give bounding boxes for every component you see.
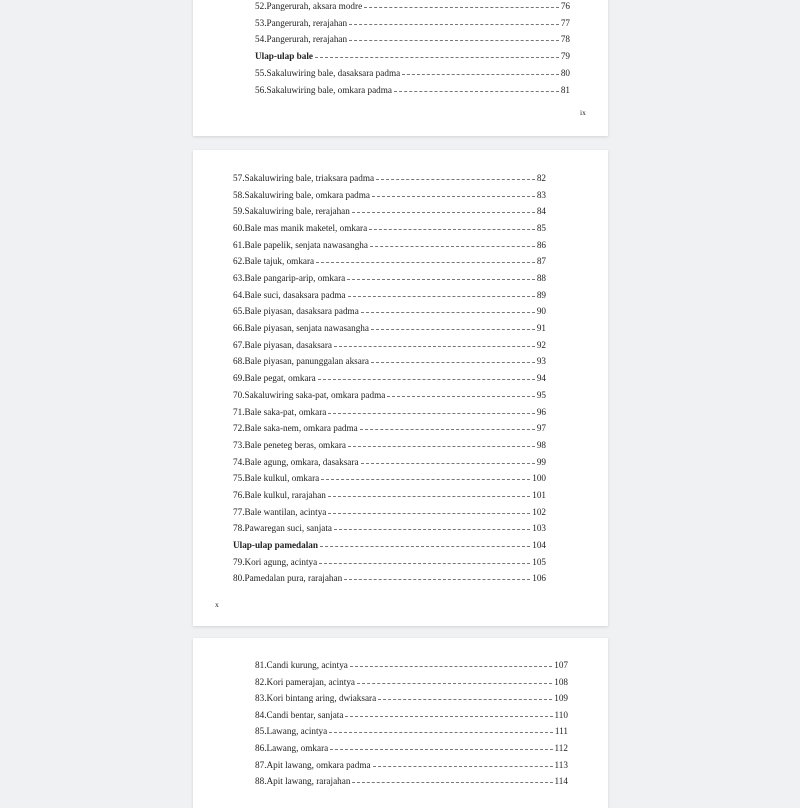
toc-entry-title: 62.Bale tajuk, omkara <box>233 256 315 267</box>
toc-dot-leader <box>360 429 535 430</box>
toc-section-heading: Ulap-ulap bale <box>255 51 313 62</box>
toc-dot-leader <box>347 279 535 280</box>
toc-dot-leader <box>350 666 552 667</box>
toc-entry <box>255 743 568 754</box>
toc-entry-page: 85 <box>536 223 546 234</box>
toc-entry <box>255 68 570 79</box>
toc-dot-leader <box>364 7 559 8</box>
toc-entry <box>233 390 546 401</box>
toc-entry-page: 105 <box>532 556 546 567</box>
toc-dot-leader <box>330 749 552 750</box>
toc-entry-title: 85.Lawang, acintya <box>255 726 328 737</box>
toc-entry-title: 66.Bale piyasan, senjata nawasangha <box>233 323 369 334</box>
toc-entry-title: 56.Sakaluwiring bale, omkara padma <box>255 84 393 95</box>
toc-entry-title: 80.Pamedalan pura, rarajahan <box>233 573 343 584</box>
toc-entry-page: 79 <box>560 51 570 62</box>
toc-dot-leader <box>357 683 552 684</box>
toc-entry <box>233 373 546 384</box>
toc-entry-page: 106 <box>532 573 546 584</box>
toc-entry-page: 98 <box>536 439 546 450</box>
toc-dot-leader <box>334 346 535 347</box>
toc-entry-title: 58.Sakaluwiring bale, omkara padma <box>233 189 371 200</box>
toc-entry <box>233 523 546 534</box>
toc-entry-title: 86.Lawang, omkara <box>255 743 329 753</box>
toc-entry <box>233 423 546 434</box>
toc-entry-title: 68.Bale piyasan, panunggalan aksara <box>233 356 369 367</box>
toc-dot-leader <box>321 479 530 480</box>
toc-entry-page: 96 <box>536 406 546 417</box>
toc-entry <box>233 323 546 334</box>
toc-entry <box>233 273 546 284</box>
toc-entry-title: 69.Bale pegat, omkara <box>233 373 316 384</box>
toc-entry-page: 77 <box>560 17 570 28</box>
toc-entry <box>255 693 568 704</box>
toc-entry-page: 101 <box>532 489 546 500</box>
toc-entry <box>233 490 546 501</box>
toc-entry-page: 80 <box>560 67 570 78</box>
toc-dot-leader <box>320 546 530 547</box>
toc-dot-leader <box>329 732 553 733</box>
toc-dot-leader <box>328 496 530 497</box>
toc-dot-leader <box>334 529 530 530</box>
toc-dot-leader <box>402 74 559 75</box>
toc-entry-title: 72.Bale saka-nem, omkara padma <box>233 423 358 434</box>
toc-dot-leader <box>361 463 535 464</box>
toc-entry <box>255 710 568 721</box>
toc-entry <box>255 660 568 671</box>
toc-dot-leader <box>394 91 559 92</box>
toc-entry-page: 87 <box>536 256 546 267</box>
toc-entry-title: 57.Sakaluwiring bale, triaksara padma <box>233 173 375 183</box>
toc-entry-page: 99 <box>536 456 546 467</box>
toc-entry-title: 78.Pawaregan suci, sanjata <box>233 523 332 534</box>
toc-entry <box>255 18 570 29</box>
toc-entry-title: 67.Bale piyasan, dasaksara <box>233 339 332 350</box>
toc-entry-page: 82 <box>536 173 546 183</box>
toc-dot-leader <box>378 699 552 700</box>
toc-dot-leader <box>370 246 535 247</box>
toc-entry-page: 113 <box>554 759 568 770</box>
toc-entry-page: 84 <box>536 206 546 217</box>
toc-entry <box>255 51 570 62</box>
toc-entry-page: 89 <box>536 289 546 300</box>
toc-entry-title: 77.Bale wantilan, acintya <box>233 506 327 517</box>
toc-entry <box>233 340 546 351</box>
toc-dot-leader <box>349 24 559 25</box>
toc-entry <box>233 290 546 301</box>
toc-entry-title: 75.Bale kulkul, omkara <box>233 473 320 484</box>
document-page-x <box>193 150 608 626</box>
toc-entry-page: 108 <box>554 676 568 687</box>
toc-dot-leader <box>348 296 535 297</box>
toc-entry-title: 55.Sakaluwiring bale, dasaksara padma <box>255 67 401 78</box>
toc-dot-leader <box>349 40 559 41</box>
toc-entry-page: 83 <box>536 189 546 200</box>
toc-entry <box>255 34 570 45</box>
toc-entry-title: 88.Apit lawang, rarajahan <box>255 776 351 787</box>
toc-dot-leader <box>371 329 535 330</box>
toc-entry-page: 97 <box>536 423 546 434</box>
toc-dot-leader <box>316 262 535 263</box>
toc-entry-page: 92 <box>536 339 546 350</box>
toc-dot-leader <box>319 563 530 564</box>
page-number: x <box>215 600 219 609</box>
toc-dot-leader <box>387 396 535 397</box>
toc-entry-title: 71.Bale saka-pat, omkara <box>233 406 327 417</box>
toc-entry-title: 63.Bale pangarip-arip, omkara <box>233 273 346 284</box>
toc-entry-page: 76 <box>560 1 570 11</box>
toc-dot-leader <box>373 766 553 767</box>
toc-dot-leader <box>352 782 552 783</box>
toc-dot-leader <box>348 446 535 447</box>
toc-entry-title: 82.Kori pamerajan, acintya <box>255 676 355 687</box>
toc-entry-title: 65.Bale piyasan, dasaksara padma <box>233 306 359 317</box>
toc-dot-leader <box>372 196 535 197</box>
toc-entry-page: 100 <box>532 473 546 484</box>
page-number: ix <box>580 108 586 117</box>
toc-entry-title: 59.Sakaluwiring bale, rerajahan <box>233 206 350 217</box>
toc-entry-page: 78 <box>560 34 570 45</box>
toc-entry-page: 94 <box>536 373 546 384</box>
toc-entry <box>255 760 568 771</box>
toc-entry <box>255 776 568 787</box>
toc-entry-title: 73.Bale peneteg beras, omkara <box>233 439 347 450</box>
toc-entry <box>233 557 546 568</box>
toc-dot-leader <box>371 362 535 363</box>
toc-entry-page: 93 <box>536 356 546 367</box>
toc-entry-title: 79.Kori agung, acintya <box>233 556 318 567</box>
toc-entry <box>233 540 546 551</box>
toc-entry-title: 76.Bale kulkul, rarajahan <box>233 489 326 500</box>
document-page-xi <box>193 638 608 808</box>
toc-dot-leader <box>328 413 534 414</box>
toc-entry <box>255 677 568 688</box>
toc-entry-page: 102 <box>532 506 546 517</box>
toc-entry <box>233 256 546 267</box>
toc-entry-title: 87.Apit lawang, omkara padma <box>255 759 371 770</box>
toc-dot-leader <box>376 179 535 180</box>
document-page-ix <box>193 0 608 136</box>
toc-entry <box>233 473 546 484</box>
toc-entry-title: 61.Bale papelik, senjata nawasangha <box>233 239 368 250</box>
toc-dot-leader <box>345 716 552 717</box>
toc-entry <box>233 507 546 518</box>
toc-entry-page: 91 <box>536 323 546 334</box>
toc-entry <box>233 407 546 418</box>
toc-entry <box>233 440 546 451</box>
toc-entry-title: 60.Bale mas manik maketel, omkara <box>233 223 368 234</box>
toc-entry-page: 104 <box>532 539 546 550</box>
toc-entry-page: 88 <box>536 273 546 284</box>
toc-entry-title: 53.Pangerurah, rerajahan <box>255 17 348 28</box>
toc-entry-page: 86 <box>536 239 546 250</box>
toc-entry-page: 111 <box>554 726 568 737</box>
toc-entry-page: 114 <box>554 776 568 787</box>
toc-dot-leader <box>318 379 535 380</box>
toc-entry <box>233 306 546 317</box>
toc-entry-page: 81 <box>560 84 570 95</box>
toc-entry <box>255 726 568 737</box>
toc-entry <box>233 206 546 217</box>
toc-entry-title: 64.Bale suci, dasaksara padma <box>233 289 346 300</box>
toc-entry-title: 54.Pangerurah, rerajahan <box>255 34 348 45</box>
toc-entry-page: 103 <box>532 523 546 534</box>
toc-entry-title: 52.Pangerurah, aksara modre <box>255 1 363 11</box>
toc-entry-title: 74.Bale agung, omkara, dasaksara <box>233 456 359 467</box>
toc-entry <box>233 356 546 367</box>
toc-entry <box>255 1 570 12</box>
toc-entry <box>233 573 546 584</box>
toc-dot-leader <box>352 212 535 213</box>
toc-entry-title: 83.Kori bintang aring, dwiaksara <box>255 693 377 704</box>
toc-dot-leader <box>328 513 530 514</box>
toc-section-heading: Ulap-ulap pamedalan <box>233 539 319 550</box>
toc-entry-title: 70.Sakaluwiring saka-pat, omkara padma <box>233 389 386 400</box>
toc-entry-title: 84.Candi bentar, sanjata <box>255 709 344 720</box>
toc-entry-page: 107 <box>554 660 568 670</box>
toc-entry-page: 90 <box>536 306 546 317</box>
toc-dot-leader <box>344 579 530 580</box>
toc-entry-page: 95 <box>536 389 546 400</box>
toc-entry <box>233 190 546 201</box>
toc-entry-title: 81.Candi kurung, acintya <box>255 660 348 670</box>
toc-dot-leader <box>315 57 559 58</box>
toc-dot-leader <box>369 229 535 230</box>
toc-entry-page: 112 <box>554 743 568 753</box>
toc-entry <box>255 85 570 96</box>
toc-entry <box>233 457 546 468</box>
toc-dot-leader <box>361 312 535 313</box>
toc-entry <box>233 240 546 251</box>
toc-entry <box>233 173 546 184</box>
toc-entry-page: 110 <box>554 709 568 720</box>
toc-entry <box>233 223 546 234</box>
toc-entry-page: 109 <box>554 693 568 704</box>
